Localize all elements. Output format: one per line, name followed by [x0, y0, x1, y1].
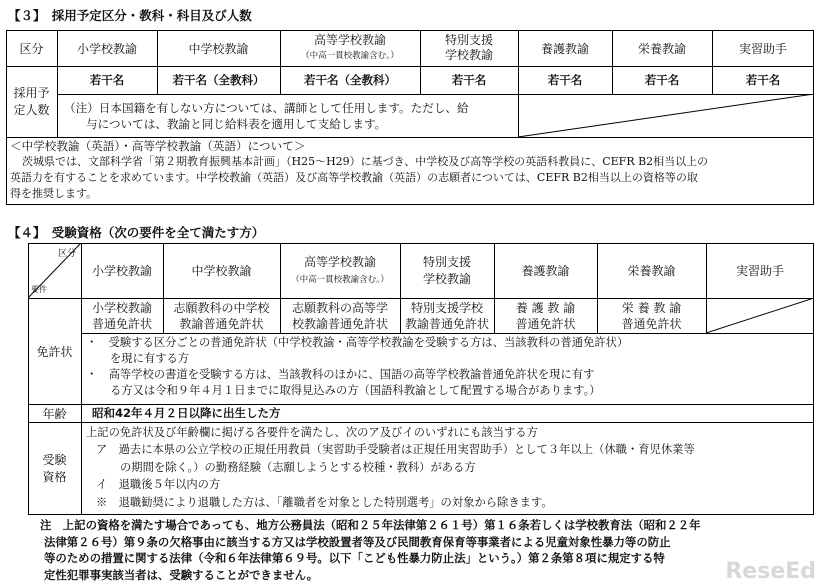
license-nursing: 養 護 教 諭 普通免許状	[515, 300, 576, 331]
license-nutrition: 栄 養 教 諭 普通免許状	[621, 300, 682, 331]
corner-bottom-label: 要件	[31, 285, 47, 294]
corner-top-label: 区分	[58, 249, 77, 259]
count-lab-assistant: 若干名	[745, 73, 781, 87]
count-special-support: 若干名	[451, 73, 487, 87]
license-junior-high: 志願教科の中学校 教諭普通免許状	[173, 300, 270, 331]
count-elementary: 若干名	[89, 73, 125, 87]
experience-requirements: 上記の免許状及び年齢欄に掲げる各要件を満たし、次のア及びイのいずれにも該当する方 ア 過去に本県の公立学校の正規任用教員（実習助手受験者は正規任用実習助手）として３年以上（休職・育児休業等 の期間を除く。）の勤務経験（志願しようとする校種・教科）がある方 イ 退職後５年以内の方 ※ 退職勧奨により退職した方は、「離職者を対象とした特別選考」の対象から除きます。	[86, 426, 695, 509]
license-notes: ・ 受験する区分ごとの普通免許状（中学校教諭・高等学校教諭を受験する方は、当該教科の普通免許状） を現に有する方 ・ 高等学校の書道を受験する方は、当該教科のほかに、国語の高等学校教諭普通免許状を現に有す る方又は令和９年４月１日までに取得見込みの方（国語科教諭として配置する場合があります。）	[86, 336, 629, 397]
req-col-junior-high: 中学校教諭	[191, 264, 252, 278]
count-high-school: 若干名（全教科）	[304, 73, 396, 87]
age-requirement: 昭和42年４月２日以降に出生した方	[92, 406, 281, 420]
req-col-high-school: 高等学校教諭 （中高一貫校教諭含む。）	[291, 254, 389, 285]
resed-watermark-logo: ReseEd	[725, 559, 816, 584]
req-col-special-support: 特別支援 学校教諭	[422, 254, 471, 286]
col-high-school: 高等学校教諭 （中高一貫校教諭含む。）	[301, 33, 399, 61]
col-elementary: 小学校教諭	[76, 41, 137, 56]
row-label-count: 採用予 定人数	[13, 85, 50, 117]
req-col-elementary: 小学校教諭	[91, 264, 152, 278]
count-nursing: 若干名	[547, 73, 583, 87]
foreign-national-note: （注）日本国籍を有しない方については、講師として任用します。ただし、給 与については、教諭と同じ給料表を適用して支給します。	[64, 101, 469, 131]
count-junior-high: 若干名（全教科）	[172, 73, 265, 87]
section4-heading: 【４】 受験資格（次の要件を全て満たす方）	[8, 225, 265, 240]
req-col-nutrition: 栄養教諭	[627, 264, 676, 278]
col-lab-assistant: 実習助手	[738, 41, 787, 56]
section3-heading: 【３】 採用予定区分・教科・科目及び人数	[8, 8, 252, 23]
age-label: 年齢	[42, 406, 67, 421]
col-junior-high: 中学校教諭	[188, 41, 249, 56]
english-requirement-note: ＜中学校教諭（英語）・高等学校教諭（英語）について＞ 茨城県では、文部科学省「第２期教育振興基本計画」（H25～H29）に基づき、中学校及び高等学校の英語科教員に、CEFR B2相当以上の 英語力を有することを求めています。中学校教諭（英語）及び高等学校教諭（英語）の志願者については、CEFR B2相当以上の資格等の取 得を推奨します。	[10, 139, 709, 200]
license-special-support: 特別支援学校 教諭普通免許状	[404, 300, 489, 331]
col-label: 区分	[19, 41, 44, 56]
req-col-lab-assistant: 実習助手	[735, 264, 784, 278]
license-high-school: 志願教科の高等学 校教諭普通免許状	[291, 300, 388, 331]
blank-cell-diagonal	[518, 94, 814, 137]
license-elementary: 小学校教諭 普通免許状	[91, 300, 152, 331]
req-col-nursing: 養護教諭	[521, 264, 570, 278]
lab-license-diagonal	[706, 298, 814, 333]
col-nutrition: 栄養教諭	[637, 41, 686, 56]
col-special-support: 特別支援 学校教諭	[444, 33, 493, 62]
count-nutrition: 若干名	[644, 73, 680, 87]
license-label: 免許状	[36, 344, 73, 359]
experience-label: 受験 資格	[42, 452, 67, 484]
col-nursing: 養護教諭	[540, 41, 589, 56]
disqualification-footnote: 注 上記の資格を満たす場合であっても、地方公務員法（昭和２５年法律第２６１号）第１６条若しくは学校教育法（昭和２２年 法律第２６号）第９条の欠格事由に該当する方又は学校設置者等及び民間教育保育等事業者による児童対象性暴力等の防止 等のための措置に関する法律（令和６年法律第６９号。以下「こども性暴力防止法」という。）第２条第８項に規定する特 定性犯罪事実該当者は、受験することができません。	[40, 518, 701, 582]
